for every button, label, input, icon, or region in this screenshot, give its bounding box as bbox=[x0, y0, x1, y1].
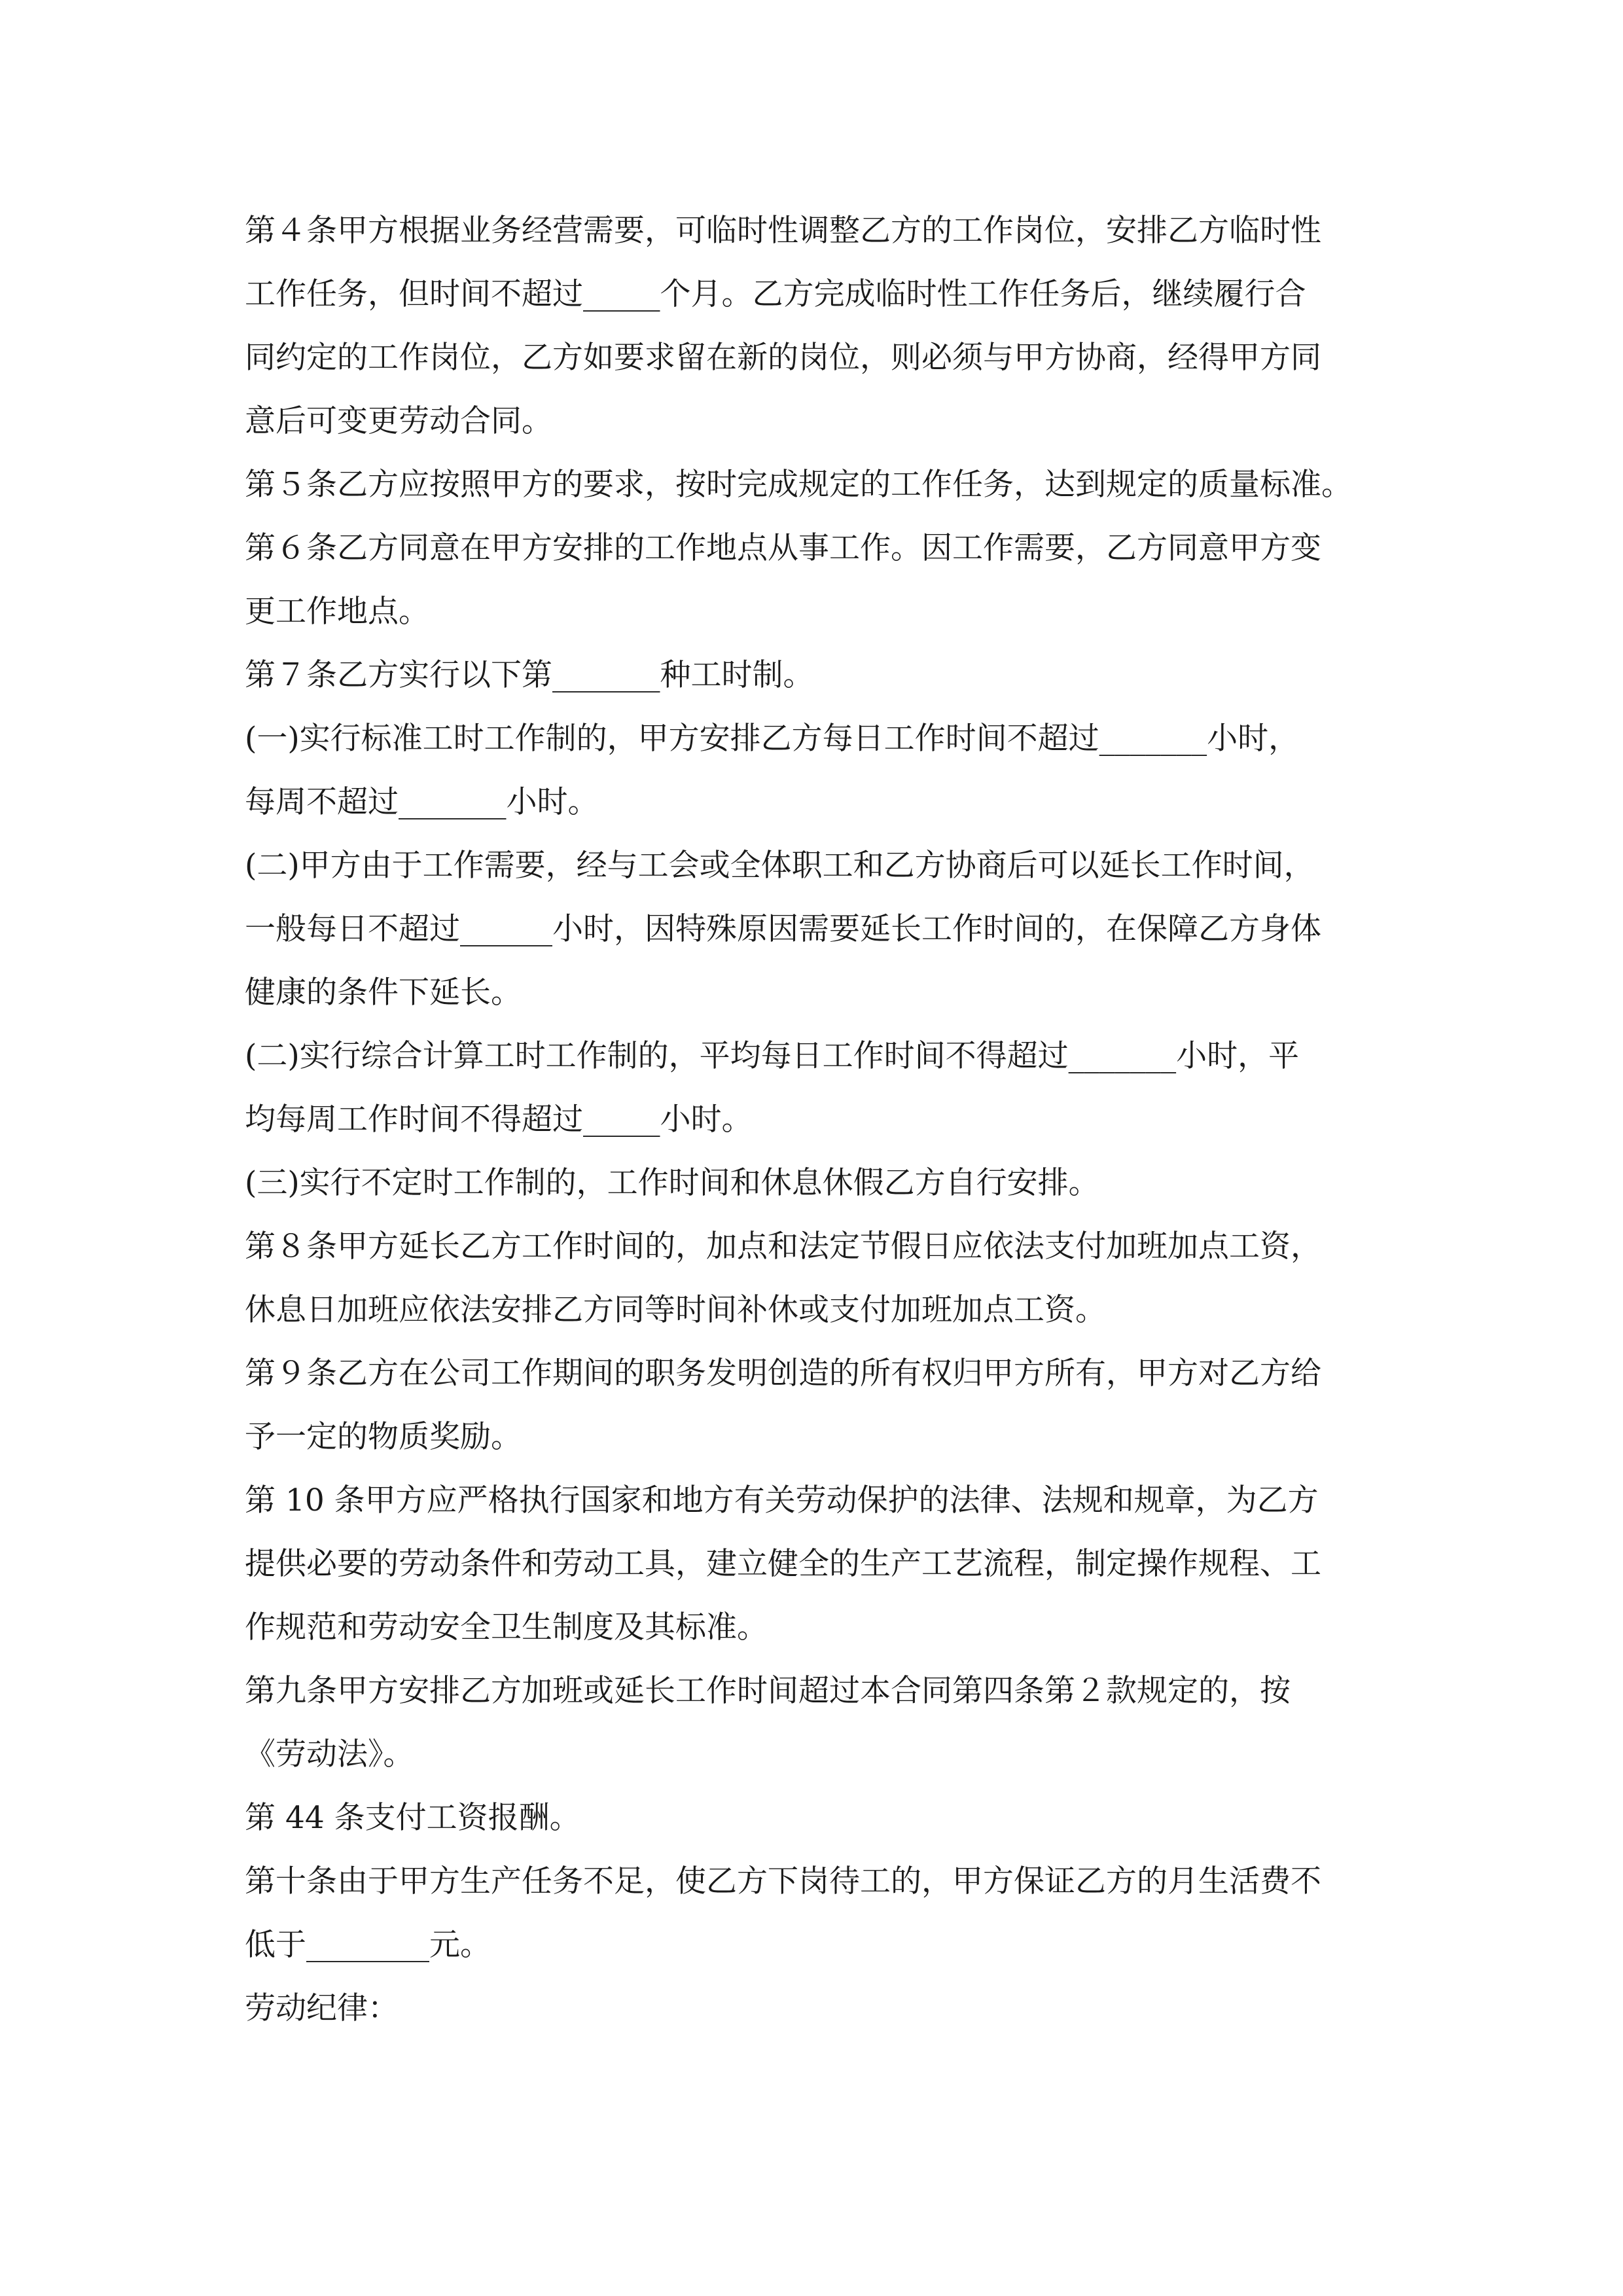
text-line: 第十条由于甲方生产任务不足，使乙方下岗待工的，甲方保证乙方的月生活费不 bbox=[245, 1863, 1321, 1899]
text-line: 第５条乙方应按照甲方的要求，按时完成规定的工作任务，达到规定的质量标准。 bbox=[245, 467, 1352, 503]
text-line: 工作任务，但时间不超过_____个月。乙方完成临时性工作任务后，继续履行合 bbox=[245, 276, 1306, 312]
text-line: 意后可变更劳动合同。 bbox=[245, 403, 552, 439]
text-line: 劳动纪律： bbox=[245, 1990, 399, 2026]
text-line: 第４条甲方根据业务经营需要，可临时性调整乙方的工作岗位，安排乙方临时性 bbox=[245, 213, 1321, 249]
text-line: 健康的条件下延长。 bbox=[245, 975, 522, 1011]
text-line: 作规范和劳动安全卫生制度及其标准。 bbox=[245, 1609, 768, 1645]
paragraph-article-9 bbox=[245, 1342, 1383, 1469]
text-line: 第 10 条甲方应严格执行国家和地方有关劳动保护的法律、法规和规章，为乙方 bbox=[245, 1482, 1319, 1518]
text-line: 提供必要的劳动条件和劳动工具，建立健全的生产工艺流程，制定操作规程、工 bbox=[245, 1546, 1321, 1582]
text-line: 第九条甲方安排乙方加班或延长工作时间超过本合同第四条第２款规定的，按 bbox=[245, 1673, 1291, 1709]
text-line: 《劳动法》。 bbox=[245, 1736, 414, 1772]
text-line: 第８条甲方延长乙方工作时间的，加点和法定节假日应依法支付加班加点工资， bbox=[245, 1229, 1321, 1265]
text-line: 一般每日不超过______小时，因特殊原因需要延长工作时间的，在保障乙方身体 bbox=[245, 911, 1321, 947]
paragraph-article-ten bbox=[245, 1850, 1383, 1977]
text-line: 同约定的工作岗位，乙方如要求留在新的岗位，则必须与甲方协商，经得甲方同 bbox=[245, 340, 1321, 376]
text-line: 休息日加班应依法安排乙方同等时间补休或支付加班加点工资。 bbox=[245, 1292, 1106, 1328]
text-line: 第６条乙方同意在甲方安排的工作地点从事工作。因工作需要，乙方同意甲方变 bbox=[245, 530, 1321, 566]
text-line: (一)实行标准工时工作制的，甲方安排乙方每日工作时间不超过_______小时， bbox=[245, 721, 1300, 757]
text-line: 第 44 条支付工资报酬。 bbox=[245, 1800, 580, 1836]
paragraph-article-4 bbox=[245, 199, 1383, 453]
paragraph-article-10 bbox=[245, 1469, 1383, 1659]
paragraph-article-nine-overtime bbox=[245, 1659, 1383, 1786]
text-line: 均每周工作时间不得超过_____小时。 bbox=[245, 1102, 753, 1138]
document-body bbox=[245, 199, 1383, 2040]
text-line: 更工作地点。 bbox=[245, 594, 429, 630]
text-line: 第９条乙方在公司工作期间的职务发明创造的所有权归甲方所有，甲方对乙方给 bbox=[245, 1355, 1321, 1391]
paragraph-clause-1-standard-hours bbox=[245, 707, 1383, 834]
paragraph-clause-2-comprehensive-hours bbox=[245, 1024, 1383, 1151]
paragraph-article-5 bbox=[245, 453, 1383, 516]
text-line: (三)实行不定时工作制的，工作时间和休息休假乙方自行安排。 bbox=[245, 1165, 1099, 1201]
paragraph-article-8 bbox=[245, 1215, 1383, 1342]
paragraph-clause-3-flexible-hours bbox=[245, 1151, 1383, 1215]
paragraph-article-7 bbox=[245, 643, 1383, 707]
text-line: 第７条乙方实行以下第_______种工时制。 bbox=[245, 657, 814, 693]
text-line: 每周不超过_______小时。 bbox=[245, 784, 599, 820]
text-line: (二)甲方由于工作需要，经与工会或全体职工和乙方协商后可以延长工作时间， bbox=[245, 848, 1315, 884]
text-line: 予一定的物质奖励。 bbox=[245, 1419, 522, 1455]
text-line: (二)实行综合计算工时工作制的，平均每日工作时间不得超过_______小时，平 bbox=[245, 1038, 1300, 1074]
paragraph-article-6 bbox=[245, 516, 1383, 643]
paragraph-article-44 bbox=[245, 1786, 1383, 1850]
paragraph-section-labor-discipline bbox=[245, 1977, 1383, 2040]
paragraph-clause-2-overtime bbox=[245, 834, 1383, 1024]
text-line: 低于________元。 bbox=[245, 1927, 491, 1963]
